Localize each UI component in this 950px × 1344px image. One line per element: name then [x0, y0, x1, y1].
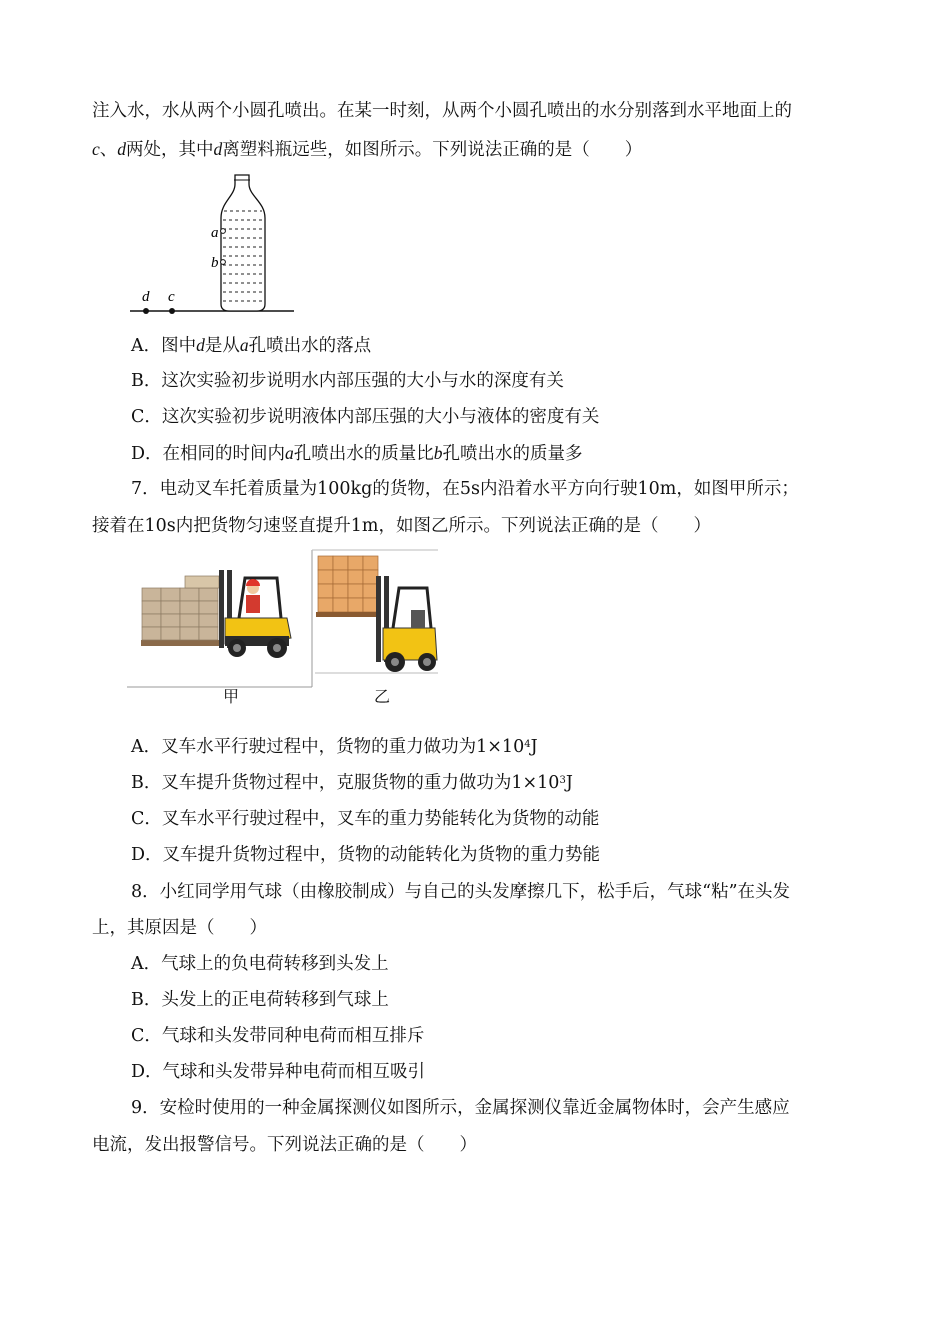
hole-a — [221, 229, 226, 234]
q6-a-mid: 是从 — [204, 336, 240, 356]
forklift-left — [141, 570, 291, 658]
q7-option-c: C．叉车水平行驶过程中，叉车的重力势能转化为货物的动能 — [131, 809, 600, 829]
q7-stem-line1: 7．电动叉车托着质量为100kg的货物，在5s内沿着水平方向行驶10m，如图甲所示； — [131, 479, 799, 499]
q7-option-b — [131, 771, 573, 795]
label-a: a — [211, 225, 219, 241]
caption-yi: 乙 — [374, 687, 391, 706]
point-c — [169, 308, 175, 314]
q6-d-mid: 孔喷出水的质量比 — [293, 444, 434, 464]
q8-option-d: D．气球和头发带异种电荷而相互吸引 — [131, 1062, 426, 1082]
pallet-left — [141, 640, 219, 646]
label-d: d — [142, 289, 150, 305]
bottle-figure — [128, 168, 308, 318]
q7-b-unit: J — [565, 773, 573, 793]
q7-b-exp: 3 — [559, 775, 566, 786]
q6-stem-line2 — [92, 137, 642, 162]
q7-stem-line2: 接着在10s内把货物匀速竖直提升1m，如图乙所示。下列说法正确的是（ ） — [92, 516, 711, 536]
q6-stem-d2: d — [213, 139, 223, 159]
q6-d-post: 孔喷出水的质量多 — [442, 444, 583, 464]
q7-b-text: B．叉车提升货物过程中，克服货物的重力做功为1×10 — [131, 773, 560, 793]
forklift-figure — [127, 548, 440, 693]
q7-a-exp: 4 — [524, 739, 531, 750]
hole-b — [221, 260, 226, 265]
boxes-right — [318, 556, 378, 612]
q6-stem-line1: 注入水，水从两个小圆孔喷出。在某一时刻，从两个小圆孔喷出的水分别落到水平地面上的 — [92, 101, 792, 121]
bottle-outline — [221, 175, 265, 311]
point-d — [143, 308, 149, 314]
q6-option-b: B．这次实验初步说明水内部压强的大小与水的深度有关 — [131, 371, 564, 391]
q6-d-a: a — [285, 443, 294, 463]
q6-stem-text1: 两处，其中 — [126, 140, 214, 160]
q9-stem-line1: 9．安检时使用的一种金属探测仪如图所示，金属探测仪靠近金属物体时，会产生感应 — [131, 1098, 790, 1118]
pallet-right — [316, 612, 380, 617]
q6-a-pre: A．图中 — [131, 336, 197, 356]
label-c: c — [168, 289, 175, 305]
q6-option-c: C．这次实验初步说明液体内部压强的大小与液体的密度有关 — [131, 407, 600, 427]
q6-stem-d: d — [117, 139, 127, 159]
q6-a-d: d — [196, 335, 205, 355]
q6-a-a: a — [239, 335, 249, 355]
q8-option-b: B．头发上的正电荷转移到气球上 — [131, 990, 389, 1010]
q8-option-c: C．气球和头发带同种电荷而相互排斥 — [131, 1026, 425, 1046]
label-b: b — [211, 255, 219, 271]
forklift-right — [316, 556, 437, 672]
q6-stem-sep: 、 — [99, 140, 118, 160]
q8-stem-line1: 8．小红同学用气球（由橡胶制成）与自己的头发摩擦几下，松手后，气球“粘”在头发 — [131, 882, 791, 902]
q7-a-text: A．叉车水平行驶过程中，货物的重力做功为1×10 — [131, 737, 525, 757]
q9-stem-line2: 电流，发出报警信号。下列说法正确的是（ ） — [92, 1135, 477, 1155]
q6-d-pre: D．在相同的时间内 — [131, 444, 286, 464]
q7-a-unit: J — [530, 737, 538, 757]
q6-d-b: b — [433, 443, 443, 463]
caption-jia: 甲 — [223, 687, 240, 706]
q6-option-d — [131, 441, 583, 466]
q6-stem-text2: 离塑料瓶远些，如图所示。下列说法正确的是（ ） — [222, 140, 643, 160]
q7-option-d: D．叉车提升货物过程中，货物的动能转化为货物的重力势能 — [131, 845, 601, 865]
q6-stem-c: c — [92, 139, 100, 159]
q6-option-a — [131, 333, 371, 358]
q8-stem-line2: 上，其原因是（ ） — [92, 918, 267, 938]
q8-option-a: A．气球上的负电荷转移到头发上 — [131, 954, 389, 974]
q6-a-post: 孔喷出水的落点 — [248, 336, 372, 356]
q7-option-a — [131, 735, 538, 759]
boxes-left — [142, 588, 218, 640]
